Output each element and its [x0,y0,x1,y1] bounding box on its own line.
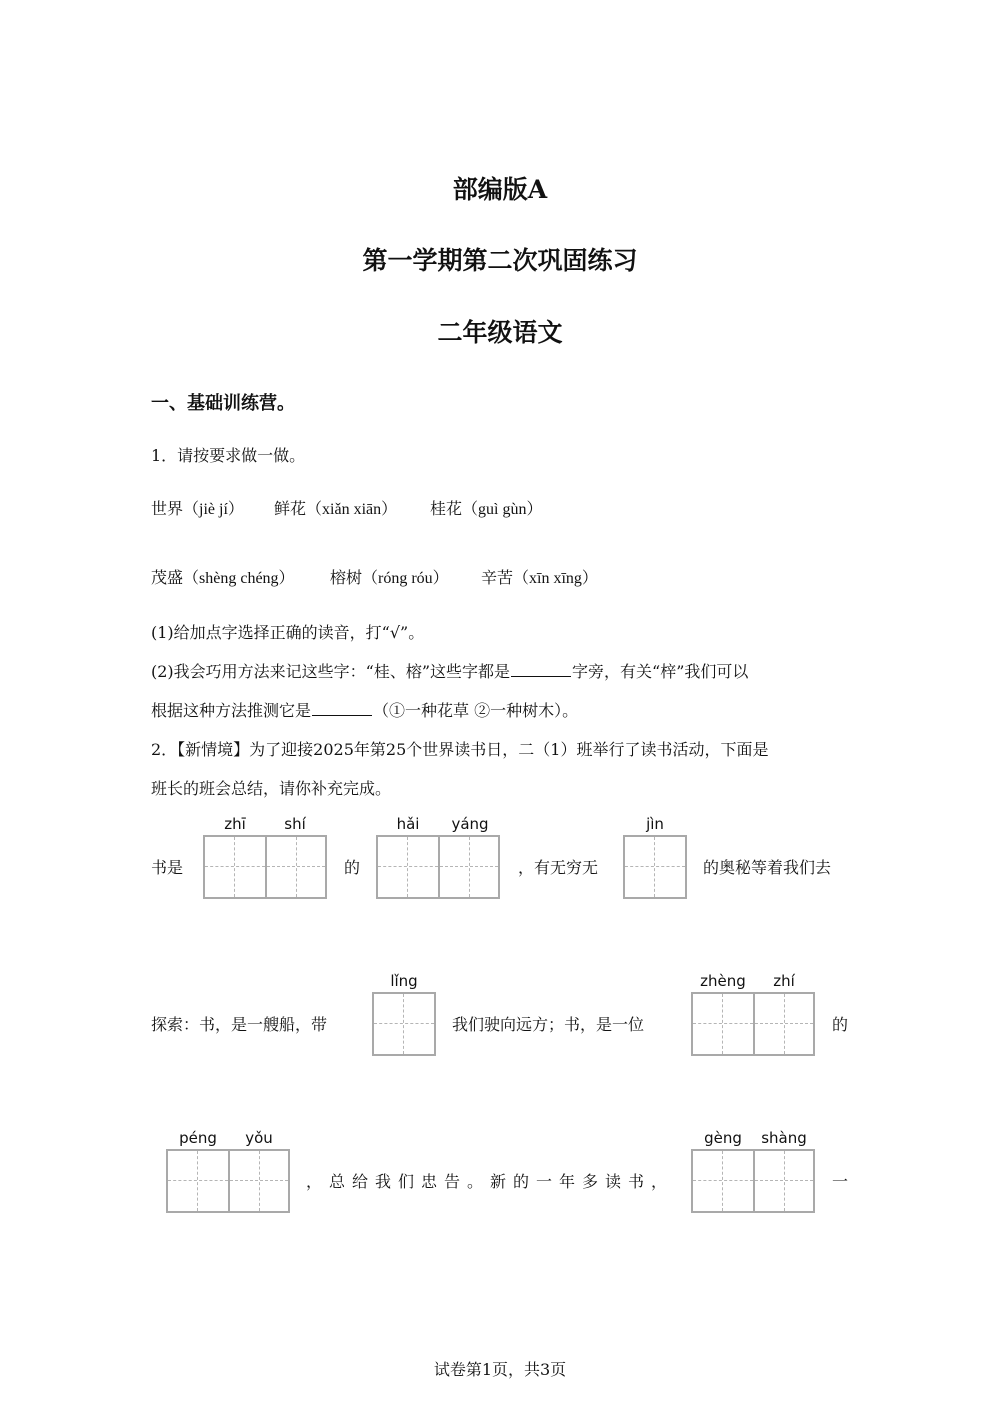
q1-word-3 [430,496,542,519]
writing-cell [168,1151,228,1211]
writing-grid-box[interactable] [166,1149,290,1213]
passage-text: 的奥秘等着我们去 [703,858,832,877]
writing-cell [265,837,325,897]
writing-cell [753,994,813,1054]
word-pinyin-choice: （xīn xīng） [513,570,598,587]
word-text: 辛苦 [481,568,514,587]
word-text: 世界 [151,499,184,518]
section-heading: 一、基础训练营。 [151,393,295,414]
passage-text: 探索：书，是一艘船，带 [151,1015,328,1034]
writing-cell [438,837,498,897]
passage-text: ，有无穷无 [518,858,599,877]
answer-blank[interactable] [312,714,372,716]
page-footer: 试卷第1页，共3页 [433,1360,567,1379]
pinyin-label: yǒu [245,1129,273,1147]
word-pinyin-choice: （róng róu） [362,570,449,587]
passage-text: 我们驶向远方；书，是一位 [452,1015,645,1034]
pinyin-label: péng [179,1129,217,1147]
title-subject: 二年级语文 [437,318,563,347]
writing-cell [693,1151,753,1211]
q1-sub1: (1)给加点字选择正确的读音，打“√”。 [151,623,425,642]
word-text: 鲜花 [274,499,307,518]
writing-cell [625,837,685,897]
pinyin-label: shí [284,815,306,833]
q1-sub2-line1: (2)我会巧用方法来记这些字：“桂、榕”这些字都是 字旁，有关“梓”我们可以 [151,662,749,681]
word-text: 茂盛 [151,568,184,587]
writing-grid-box[interactable] [203,835,327,899]
passage-text: 的 [832,1015,849,1034]
word-pinyin-choice: （guì gùn） [462,501,543,518]
passage-text: 书是 [151,858,184,877]
pinyin-label: lǐng [390,972,418,990]
q1-prompt: 1．请按要求做一做。 [151,446,306,465]
pinyin-label: zhèng [700,972,746,990]
q2-prompt-line2: 班长的班会总结，请你补充完成。 [151,779,392,798]
word-text: 榕树 [330,568,363,587]
passage-text: 的 [344,858,361,877]
pinyin-label: hǎi [396,815,420,833]
word-text: 桂花 [430,499,463,518]
q1-word-4 [151,565,295,588]
word-pinyin-choice: （shèng chéng） [183,570,295,587]
q1-word-6 [481,565,598,588]
q1-word-2 [274,496,397,519]
writing-grid-box[interactable] [691,1149,815,1213]
pinyin-label: gèng [704,1129,742,1147]
q2-prompt-line1: 2．【新情境】为了迎接2025年第25个世界读书日，二（1）班举行了读书活动，下面是 [151,740,769,759]
pinyin-label: shàng [761,1129,807,1147]
writing-grid-box[interactable] [691,992,815,1056]
q1-sub2-line2: 根据这种方法推测它是 （①一种花草 ②一种树木）。 [151,701,579,720]
writing-grid-box[interactable] [376,835,500,899]
pinyin-label: zhí [773,972,795,990]
word-pinyin-choice: （xiǎn xiān） [306,501,398,518]
writing-grid-box[interactable] [623,835,687,899]
writing-cell [753,1151,813,1211]
q1-word-5 [330,565,449,588]
writing-cell [374,994,434,1054]
q1-word-1 [151,496,244,519]
pinyin-label: jìn [646,815,664,833]
title-exam: 第一学期第二次巩固练习 [362,246,638,275]
writing-grid-box[interactable] [372,992,436,1056]
writing-cell [228,1151,288,1211]
pinyin-label: yáng [451,815,489,833]
writing-cell [693,994,753,1054]
writing-cell [205,837,265,897]
title-version: 部编版A [452,175,548,204]
word-pinyin-choice: （jiè jí） [183,501,244,518]
pinyin-label: zhī [224,815,246,833]
writing-cell [378,837,438,897]
passage-text: ，总给我们忠告。新的一年多读书， [306,1172,675,1191]
passage-text: 一 [832,1172,849,1191]
answer-blank[interactable] [511,675,571,677]
